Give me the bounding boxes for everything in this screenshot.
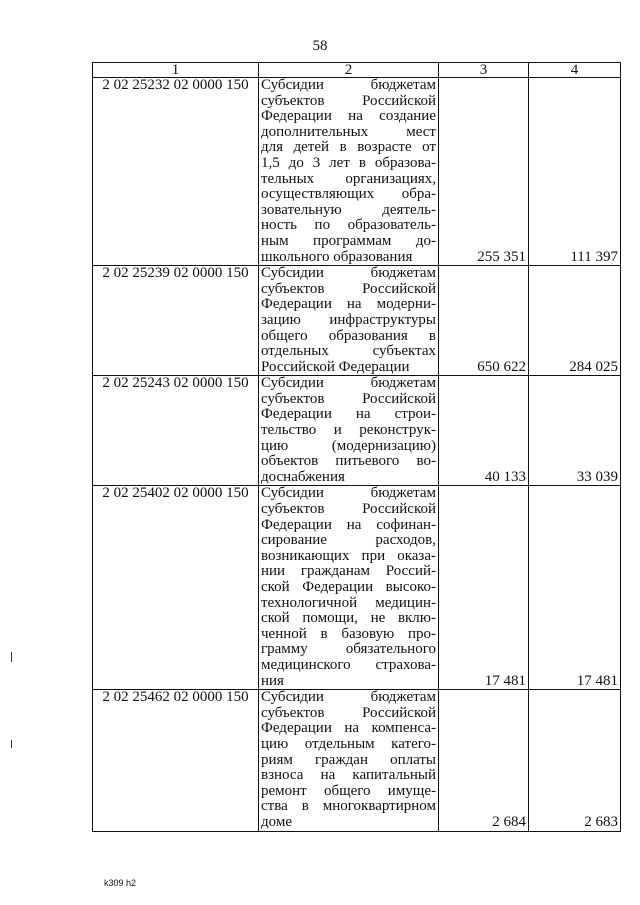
amount-col-3-cell: 2 684	[439, 690, 529, 831]
description-line: общего образования в	[261, 327, 436, 344]
description-line: Субсидии бюджетам	[261, 375, 436, 392]
description-line: технологичной медицин-	[261, 594, 436, 611]
description-line: доме	[261, 813, 292, 830]
description-cell	[259, 376, 439, 486]
budget-code-cell: 2 02 25239 02 0000 150	[93, 266, 259, 376]
header-col-4: 4	[529, 63, 621, 78]
budget-code-cell: 2 02 25232 02 0000 150	[93, 78, 259, 266]
amount-col-3-cell: 17 481	[439, 486, 529, 690]
header-col-3: 3	[439, 63, 529, 78]
description-line: Субсидии бюджетам	[261, 265, 436, 282]
description-cell	[259, 486, 439, 690]
description-line: субъектов Российской	[261, 390, 436, 407]
description-line: нии гражданам Россий-	[261, 563, 436, 580]
description-line: субъектов Российской	[261, 280, 436, 297]
table-body	[93, 78, 621, 832]
amount-col-3-cell: 40 133	[439, 376, 529, 486]
description-line: медицинского страхова-	[261, 656, 436, 673]
description-line: риям граждан оплаты	[261, 751, 436, 768]
description-line: цию отдельным катего-	[261, 735, 436, 752]
header-row	[93, 63, 621, 78]
description-line: Федерации на создание	[261, 108, 436, 125]
amount-col-3-cell: 255 351	[439, 78, 529, 266]
description-line: Субсидии бюджетам	[261, 77, 436, 93]
header-col-1: 1	[93, 63, 259, 78]
description-line: дополнительных мест	[261, 123, 436, 140]
table-row	[93, 376, 621, 486]
page-number: 58	[312, 38, 328, 54]
table-row	[93, 690, 621, 831]
description-cell	[259, 78, 439, 266]
amount-col-4-cell: 111 397	[529, 78, 621, 266]
description-line: школьного образования	[261, 248, 413, 265]
description-line: возникающих при оказа-	[261, 547, 436, 564]
description-line: доснабжения	[261, 468, 345, 485]
amount-col-4-cell: 284 025	[529, 266, 621, 376]
header-col-2: 2	[259, 63, 439, 78]
amount-col-3-cell: 650 622	[439, 266, 529, 376]
description-line: ской помощи, не вклю-	[261, 610, 436, 627]
amount-col-4-cell: 33 039	[529, 376, 621, 486]
description-line: Федерации на строи-	[261, 406, 436, 423]
description-line: тельство и реконструк-	[261, 422, 436, 439]
budget-code-cell: 2 02 25462 02 0000 150	[93, 690, 259, 831]
description-line: сирование расходов,	[261, 532, 436, 549]
footer-document-code: k309 h2	[104, 878, 137, 888]
description-line: ской Федерации высоко-	[261, 579, 436, 595]
table-row	[93, 78, 621, 266]
description-line: Субсидии бюджетам	[261, 485, 436, 502]
description-line: субъектов Российской	[261, 92, 436, 109]
scan-edge-mark	[11, 652, 12, 662]
description-line: ремонт общего имуще-	[261, 782, 436, 799]
description-line: взноса на капитальный	[261, 767, 436, 784]
table-row	[93, 266, 621, 376]
budget-code-cell: 2 02 25243 02 0000 150	[93, 376, 259, 486]
scan-edge-mark	[11, 740, 12, 748]
description-line: ния	[261, 672, 284, 689]
description-line: зацию инфраструктуры	[261, 311, 436, 328]
description-line: ства в многоквартирном	[261, 798, 436, 815]
description-line: Федерации на модерни-	[261, 296, 436, 313]
description-line: 1,5 до 3 лет в образова-	[261, 154, 436, 171]
description-line: зовательную деятель-	[261, 201, 436, 218]
budget-table	[92, 62, 621, 832]
description-line: ным программам до-	[261, 232, 436, 249]
budget-code-cell: 2 02 25402 02 0000 150	[93, 486, 259, 690]
description-line: грамму обязательного	[261, 641, 436, 658]
description-line: осуществляющих обра-	[261, 186, 436, 203]
description-line: цию (модернизацию)	[261, 437, 436, 454]
description-line: для детей в возрасте от	[261, 139, 436, 156]
description-line: Федерации на компенса-	[261, 720, 436, 737]
description-line: ность по образователь-	[261, 217, 436, 234]
table-row	[93, 486, 621, 690]
description-cell	[259, 690, 439, 831]
amount-col-4-cell: 2 683	[529, 690, 621, 831]
description-line: субъектов Российской	[261, 704, 436, 721]
description-line: объектов питьевого во-	[261, 453, 436, 470]
description-line: Федерации на софинан-	[261, 516, 436, 533]
description-line: субъектов Российской	[261, 501, 436, 518]
description-line: Российской Федерации	[261, 358, 410, 375]
amount-col-4-cell: 17 481	[529, 486, 621, 690]
description-cell	[259, 266, 439, 376]
description-line: отдельных субъектах	[261, 343, 436, 360]
description-line: ченной в базовую про-	[261, 625, 436, 642]
description-line: Субсидии бюджетам	[261, 689, 436, 706]
description-line: тельных организациях,	[261, 170, 436, 187]
